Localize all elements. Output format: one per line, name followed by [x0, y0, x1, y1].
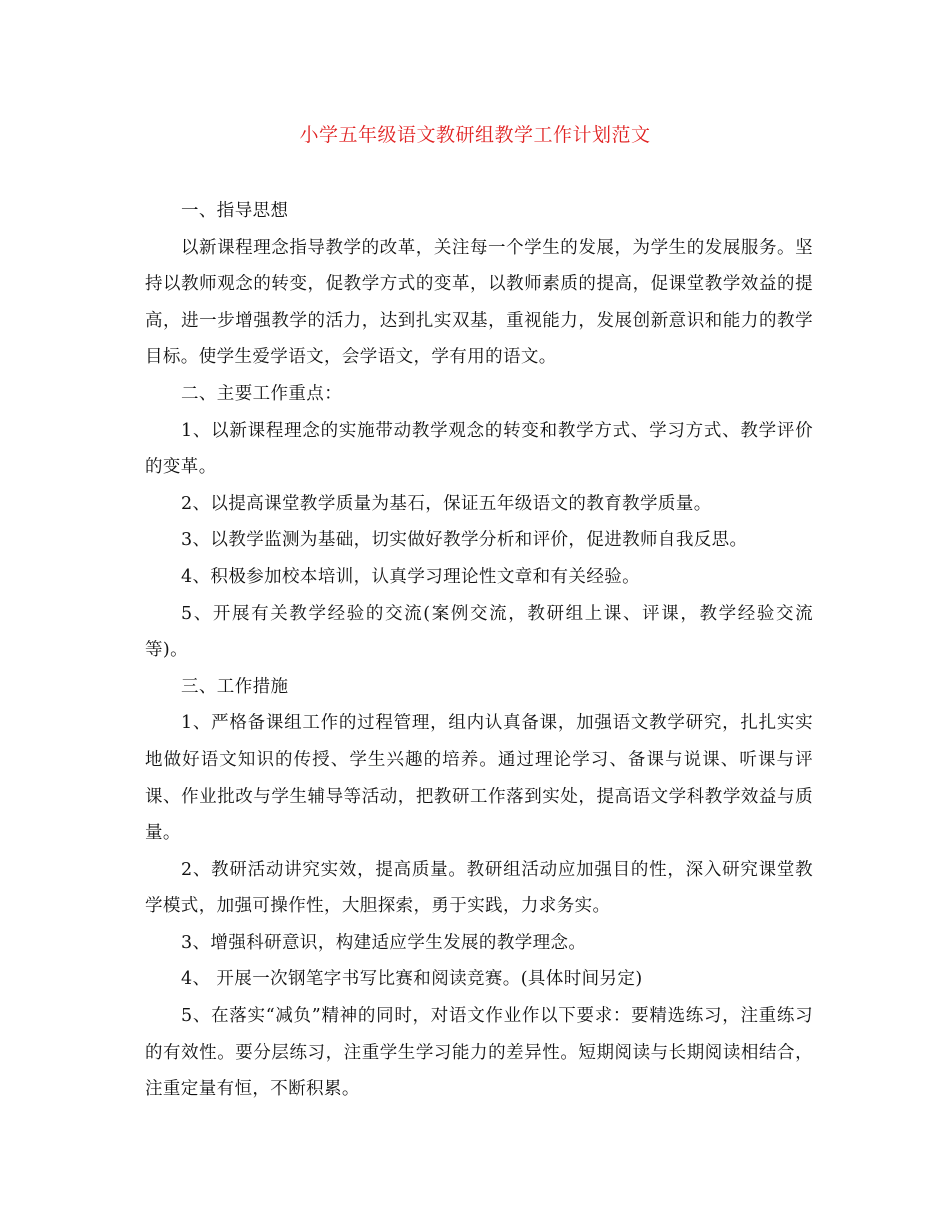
key-work-item-4: 4、积极参加校本培训，认真学习理论性文章和有关经验。: [181, 566, 641, 587]
key-work-item-5: 5、开展有关教学经验的交流(案例交流，教研组上课、评课，教学经验交流等)。: [145, 603, 813, 661]
section-heading-guiding-ideology: 一、指导思想: [181, 201, 289, 221]
measure-item-1: 1、严格备课组工作的过程管理，组内认真备课，加强语文教学研究，扎扎实实地做好语文知识的传授、学生兴趣的培养。通过理论学习、备课与说课、听课与评课、作业批改与学生辅导等活动，把教研工作落到实处，提高语文学科教学效益与质量。: [145, 713, 813, 844]
paragraph-guiding-ideology: 以新课程理念指导教学的改革，关注每一个学生的发展，为学生的发展服务。坚持以教师观念的转变，促教学方式的变革，以教师素质的提高，促课堂教学效益的提高，进一步增强教学的活力，达到扎实双基，重视能力，发展创新意识和能力的教学目标。使学生爱学语文，会学语文，学有用的语文。: [145, 237, 813, 368]
section-heading-key-work: 二、主要工作重点：: [181, 383, 343, 404]
document-title: 小学五年级语文教研组教学工作计划范文: [299, 124, 651, 146]
measure-item-4: 4、 开展一次钢笔字书写比赛和阅读竞赛。(具体时间另定): [181, 969, 643, 990]
measure-item-2: 2、教研活动讲究实效，提高质量。教研组活动应加强目的性，深入研究课堂教学模式，加强可操作性，大胆探索，勇于实践，力求务实。: [145, 859, 813, 917]
key-work-item-1: 1、以新课程理念的实施带动教学观念的转变和教学方式、学习方式、教学评价的变革。: [145, 420, 813, 478]
key-work-item-3: 3、以教学监测为基础，切实做好教学分析和评价，促进教师自我反思。: [181, 530, 748, 551]
measure-item-5: 5、在落实“减负”精神的同时，对语文作业作以下要求：要精选练习，注重练习的有效性。要分层练习，注重学生学习能力的差异性。短期阅读与长期阅读相结合，注重定量有恒，不断积累。: [145, 1006, 813, 1100]
section-heading-measures: 三、工作措施: [181, 676, 289, 697]
measure-item-3: 3、增强科研意识，构建适应学生发展的教学理念。: [181, 932, 587, 953]
key-work-item-2: 2、以提高课堂教学质量为基石，保证五年级语文的教育教学质量。: [181, 493, 712, 514]
document-body: [145, 193, 813, 1108]
